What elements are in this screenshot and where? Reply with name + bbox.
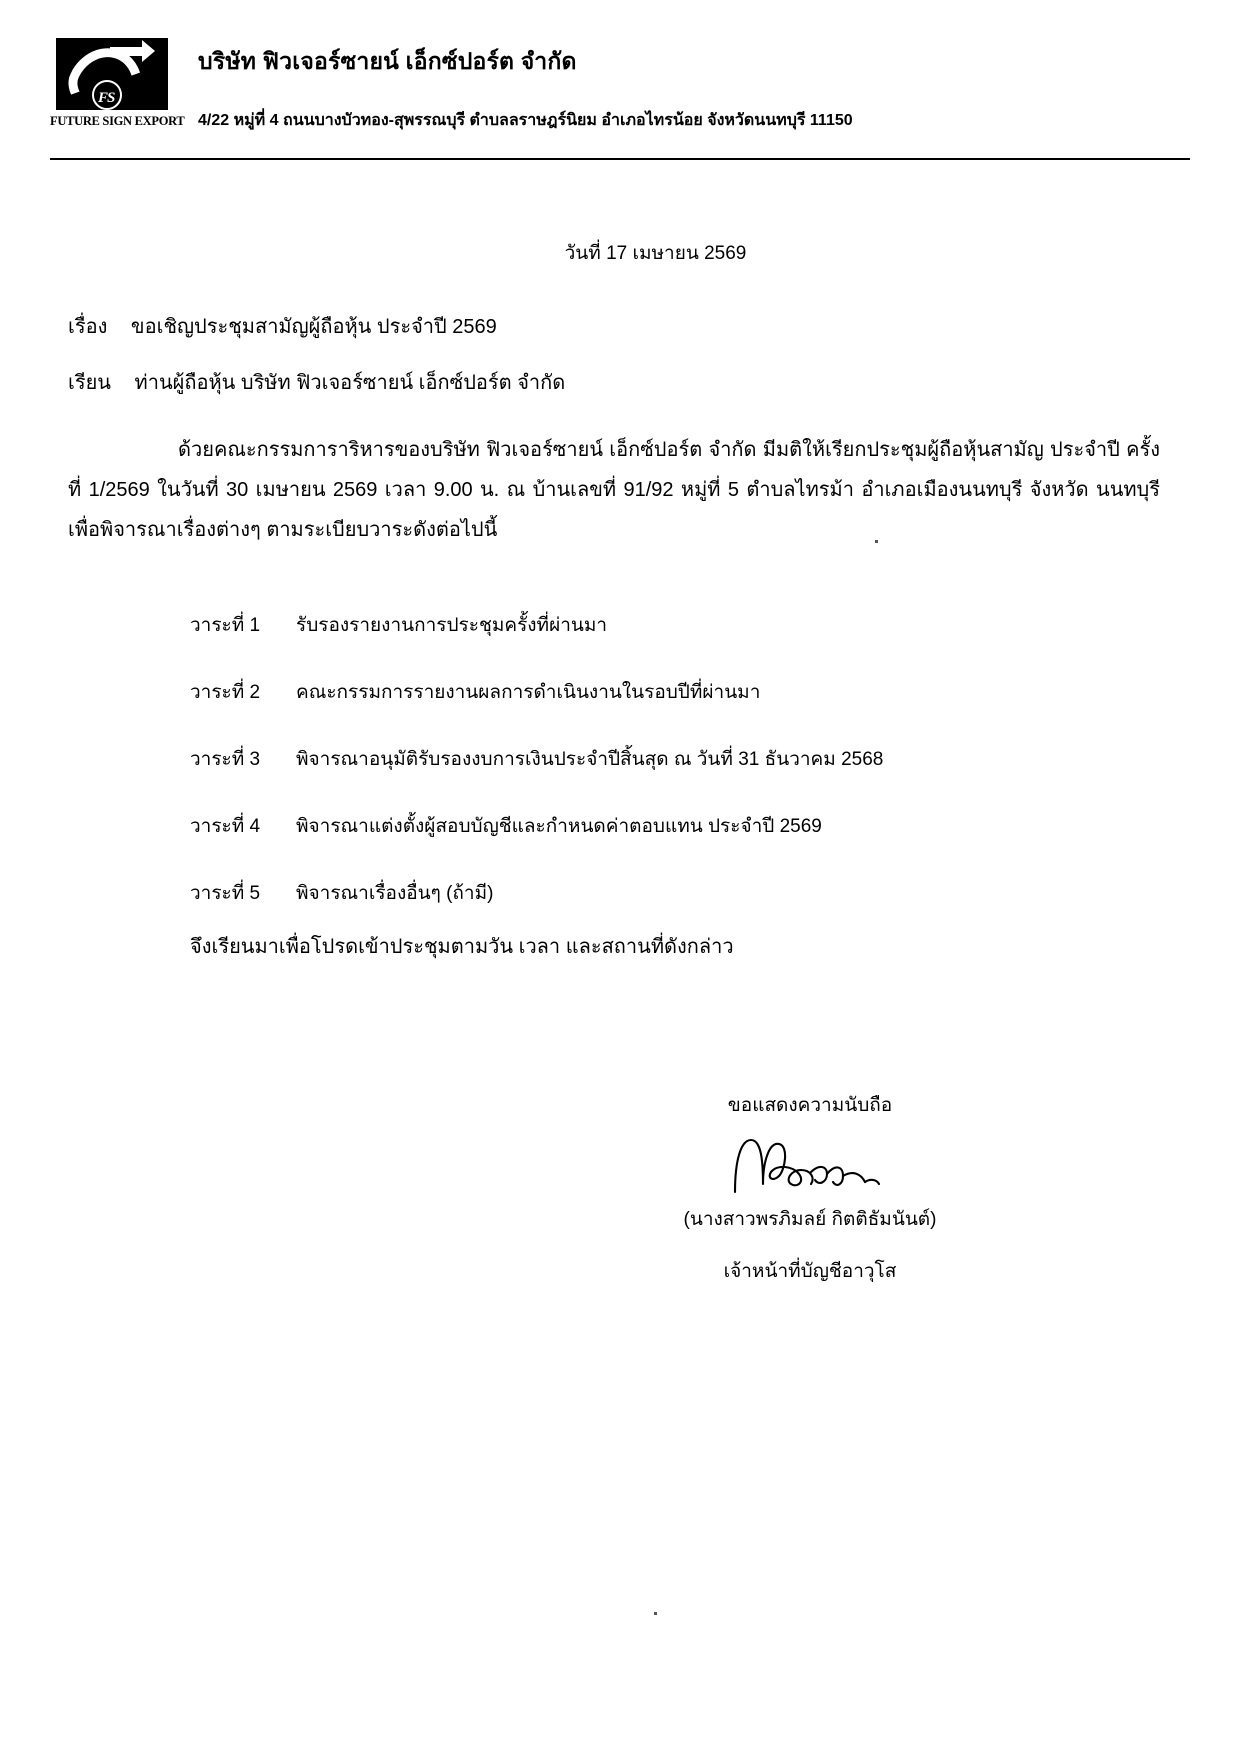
agenda-text: รับรองรายงานการประชุมครั้งที่ผ่านมา [296, 615, 608, 636]
closing-paragraph: จึงเรียนมาเพื่อโปรดเข้าประชุมตามวัน เวลา และสถานที่ดังกล่าว [190, 936, 734, 958]
document-date: วันที่ 17 เมษายน 2569 [564, 243, 747, 264]
logo-monogram: FS [98, 90, 115, 106]
signature-block [600, 1090, 1020, 1286]
agenda-number: วาระที่ 5 [190, 883, 261, 904]
agenda-number: วาระที่ 1 [190, 615, 261, 636]
logo-mark-icon [56, 38, 168, 110]
letterhead [50, 38, 1190, 156]
list-item [190, 610, 1150, 640]
stray-mark [875, 540, 878, 543]
intro-paragraph [68, 430, 1160, 550]
company-identity [198, 44, 1188, 133]
list-item [190, 878, 1150, 908]
signature-regards: ขอแสดงความนับถือ [727, 1095, 893, 1116]
attention-row [68, 366, 565, 398]
signer-name: (นางสาวพรภิมลย์ กิตติธัมนันต์) [683, 1209, 937, 1230]
agenda-text: พิจารณาอนุมัติรับรองงบการเงินประจำปีสิ้นสุด ณ วันที่ 31 ธันวาคม 2568 [296, 749, 884, 770]
agenda-number: วาระที่ 2 [190, 682, 261, 703]
agenda-list [190, 610, 1150, 945]
company-address: 4/22 หมู่ที่ 4 ถนนบางบัวทอง-สุพรรณบุรี ตำบลลราษฎร์นิยม อำเภอไทรน้อย จังหวัดนนทบุรี 11150 [198, 112, 853, 129]
agenda-text: คณะกรรมการรายงานผลการดำเนินงานในรอบปีที่ผ่านมา [296, 682, 761, 703]
list-item [190, 677, 1150, 707]
subject-value: ขอเชิญประชุมสามัญผู้ถือหุ้น ประจำปี 2569 [130, 316, 497, 338]
agenda-text: พิจารณาเรื่องอื่นๆ (ถ้ามี) [296, 883, 494, 904]
agenda-number: วาระที่ 3 [190, 749, 261, 770]
list-item [190, 744, 1150, 774]
handwritten-signature-icon [600, 1126, 1020, 1202]
company-name: บริษัท ฟิวเจอร์ซายน์ เอ็กซ์ปอร์ต จำกัด [198, 48, 577, 74]
signer-title: เจ้าหน้าที่บัญชีอาวุโส [723, 1261, 897, 1282]
company-logo [50, 38, 185, 129]
logo-caption: FUTURE SIGN EXPORT [50, 114, 185, 128]
agenda-text: พิจารณาแต่งตั้งผู้สอบบัญชีและกำหนดค่าตอบแทน ประจำปี 2569 [296, 816, 822, 837]
list-item [190, 811, 1150, 841]
agenda-number: วาระที่ 4 [190, 816, 261, 837]
logo-arrow-icon [110, 47, 144, 56]
subject-row [68, 310, 497, 342]
attention-value: ท่านผู้ถือหุ้น บริษัท ฟิวเจอร์ซายน์ เอ็กซ์ปอร์ต จำกัด [134, 372, 566, 394]
attention-label: เรียน [68, 372, 111, 394]
header-divider [50, 158, 1190, 160]
page-mark [654, 1612, 657, 1615]
subject-label: เรื่อง [68, 316, 108, 338]
intro-paragraph-text: ด้วยคณะกรรมการาริหารของบริษัท ฟิวเจอร์ซายน์ เอ็กซ์ปอร์ต จำกัด มีมติให้เรียกประชุมผู้ถือหุ้นสามัญ ประจำปี ครั้งที่ 1/2569 ในวันที่ 30 เมษายน 2569 เวลา 9.00 น. ณ บ้านเลขที่ 91/92 หมู่ที่ 5 ตำบลไทรม้า อำเภอเมืองนนทบุรี จังหวัด นนทบุรี เพื่อพิจารณาเรื่องต่างๆ ตามระเบียบวาระดังต่อไปนี้ [68, 439, 1160, 541]
